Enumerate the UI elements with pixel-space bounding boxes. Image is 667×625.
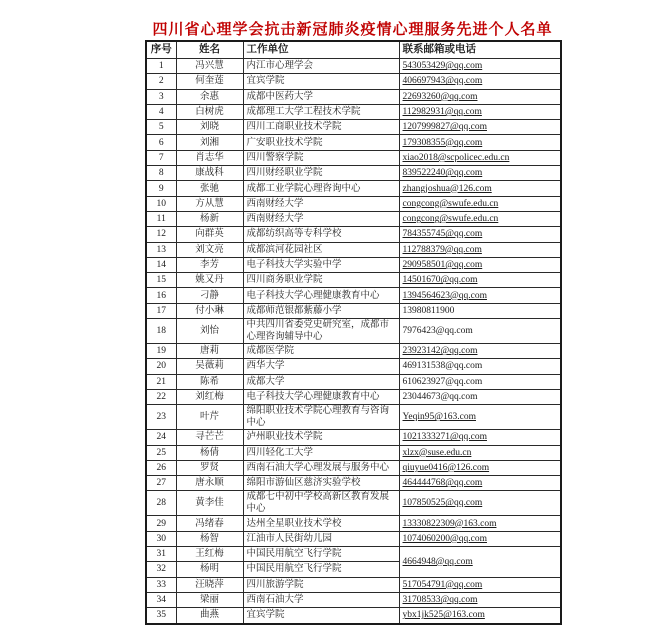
contact-link[interactable]: qiuyue0416@126.com	[402, 462, 490, 473]
unit-cell: 广安职业技术学院	[243, 135, 399, 150]
contact-cell[interactable]	[399, 59, 561, 74]
table-row	[146, 577, 561, 592]
contact-cell[interactable]	[399, 74, 561, 89]
name-cell: 杨倩	[176, 445, 243, 460]
contact-cell[interactable]	[399, 476, 561, 491]
unit-cell: 成都大学	[243, 374, 399, 389]
contact-link[interactable]: 179308355@qq.com	[402, 137, 483, 148]
name-cell: 向群英	[176, 227, 243, 242]
unit-cell: 电子科技大学实验中学	[243, 257, 399, 272]
contact-text: 13980811900	[402, 305, 455, 316]
table-row	[146, 257, 561, 272]
unit-cell: 绵阳市游仙区慈济实验学校	[243, 476, 399, 491]
contact-cell[interactable]	[399, 430, 561, 445]
row-number-cell: 35	[146, 608, 176, 624]
table-row	[146, 389, 561, 404]
contact-link[interactable]: xiao2018@scpolicec.edu.cn	[402, 152, 510, 163]
contact-link[interactable]: 23923142@qq.com	[402, 346, 478, 357]
contact-link[interactable]: 839522240@qq.com	[402, 168, 483, 179]
table-row	[146, 592, 561, 607]
table-row	[146, 89, 561, 104]
name-cell: 张驰	[176, 181, 243, 196]
contact-cell	[399, 389, 561, 404]
contact-link[interactable]: 4664948@qq.com	[402, 556, 473, 567]
unit-cell: 四川警察学院	[243, 150, 399, 165]
table-row	[146, 608, 561, 624]
unit-cell: 电子科技大学心理健康教育中心	[243, 389, 399, 404]
unit-cell: 江油市人民街幼儿园	[243, 531, 399, 546]
contact-cell[interactable]	[399, 531, 561, 546]
row-number-cell: 2	[146, 74, 176, 89]
table-row	[146, 344, 561, 359]
contact-link[interactable]: xlzx@suse.edu.cn	[402, 447, 472, 458]
unit-cell: 西南石油大学心理发展与服务中心	[243, 460, 399, 475]
contact-cell[interactable]	[399, 242, 561, 257]
table-row	[146, 181, 561, 196]
row-number-cell: 24	[146, 430, 176, 445]
unit-cell: 泸州职业技术学院	[243, 430, 399, 445]
name-cell: 刘晓	[176, 120, 243, 135]
contact-cell[interactable]	[399, 608, 561, 624]
table-row	[146, 359, 561, 374]
name-cell: 康战科	[176, 166, 243, 181]
table-row	[146, 430, 561, 445]
header-cell-unit: 工作单位	[243, 41, 399, 59]
contact-cell[interactable]	[399, 592, 561, 607]
contact-cell	[399, 359, 561, 374]
contact-cell[interactable]	[399, 516, 561, 531]
contact-link[interactable]: congcong@swufe.edu.cn	[402, 214, 499, 225]
contact-cell[interactable]	[399, 181, 561, 196]
document-title: 四川省心理学会抗击新冠肺炎疫情心理服务先进个人名单	[152, 22, 553, 38]
row-number-cell: 34	[146, 592, 176, 607]
contact-link[interactable]: 1021333271@qq.com	[402, 432, 487, 443]
contact-link[interactable]: 112788379@qq.com	[402, 244, 482, 255]
header-cell-contact: 联系邮箱或电话	[399, 41, 561, 59]
row-number-cell: 27	[146, 476, 176, 491]
row-number-cell: 29	[146, 516, 176, 531]
contact-link[interactable]: congcong@swufe.edu.cn	[402, 198, 499, 209]
unit-cell: 成都工业学院心理咨询中心	[243, 181, 399, 196]
name-cell: 刘湘	[176, 135, 243, 150]
unit-cell: 达州全星职业技术学校	[243, 516, 399, 531]
row-number-cell: 30	[146, 531, 176, 546]
row-number-cell: 11	[146, 211, 176, 226]
row-number-cell: 1	[146, 59, 176, 74]
table-row	[146, 445, 561, 460]
row-number-cell: 33	[146, 577, 176, 592]
name-cell: 方从慧	[176, 196, 243, 211]
unit-cell: 成都师范银都紫藤小学	[243, 303, 399, 318]
unit-cell: 成都中医药大学	[243, 89, 399, 104]
name-cell: 何奎莲	[176, 74, 243, 89]
row-number-cell: 32	[146, 562, 176, 577]
unit-cell: 四川财经职业学院	[243, 166, 399, 181]
name-cell: 叶芹	[176, 405, 243, 430]
name-cell: 付小琳	[176, 303, 243, 318]
unit-cell: 四川工商职业技术学院	[243, 120, 399, 135]
contact-link[interactable]: 543053429@qq.com	[402, 61, 483, 72]
header-cell-number: 序号	[146, 41, 176, 59]
name-cell: 寻芒芒	[176, 430, 243, 445]
row-number-cell: 28	[146, 491, 176, 516]
name-cell: 余惠	[176, 89, 243, 104]
table-row	[146, 516, 561, 531]
contact-text: 610623927@qq.com	[402, 376, 483, 387]
contact-text: 23044673@qq.com	[402, 392, 478, 403]
name-cell: 冯兴慧	[176, 59, 243, 74]
header-row	[146, 41, 561, 59]
unit-cell: 四川旅游学院	[243, 577, 399, 592]
table-row	[146, 196, 561, 211]
contact-cell[interactable]	[399, 577, 561, 592]
contact-cell[interactable]	[399, 89, 561, 104]
table-row	[146, 150, 561, 165]
contact-link[interactable]: 406697943@qq.com	[402, 76, 483, 87]
table-row	[146, 303, 561, 318]
table-row	[146, 74, 561, 89]
contact-link[interactable]: 1074060200@qq.com	[402, 533, 487, 544]
unit-cell: 西南财经大学	[243, 211, 399, 226]
name-cell: 冯绪春	[176, 516, 243, 531]
name-cell: 吴薇莉	[176, 359, 243, 374]
row-number-cell: 7	[146, 150, 176, 165]
roster-table-header	[146, 41, 561, 59]
row-number-cell: 12	[146, 227, 176, 242]
row-number-cell: 17	[146, 303, 176, 318]
table-row	[146, 120, 561, 135]
contact-link[interactable]: 22693260@qq.com	[402, 91, 478, 102]
table-row	[146, 227, 561, 242]
unit-cell: 成都七中初中学校高新区教育发展中心	[243, 491, 399, 516]
row-number-cell: 13	[146, 242, 176, 257]
contact-link[interactable]: 290958501@qq.com	[402, 260, 483, 270]
contact-link[interactable]: 1207999827@qq.com	[402, 122, 487, 133]
unit-cell: 内江市心理学会	[243, 59, 399, 74]
name-cell: 杨新	[176, 211, 243, 226]
row-number-cell: 8	[146, 166, 176, 181]
roster-table-body	[146, 59, 561, 624]
row-number-cell: 9	[146, 181, 176, 196]
contact-link[interactable]: 464444768@qq.com	[402, 478, 483, 489]
row-number-cell: 20	[146, 359, 176, 374]
contact-cell[interactable]	[399, 150, 561, 165]
row-number-cell: 10	[146, 196, 176, 211]
contact-cell	[399, 303, 561, 318]
row-number-cell: 6	[146, 135, 176, 150]
contact-cell	[399, 374, 561, 389]
contact-cell[interactable]	[399, 405, 561, 430]
name-cell: 刘怡	[176, 319, 243, 344]
row-number-cell: 5	[146, 120, 176, 135]
contact-cell[interactable]	[399, 273, 561, 288]
contact-text: 469131538@qq.com	[402, 361, 483, 372]
unit-cell: 中国民用航空飞行学院	[243, 547, 399, 562]
unit-cell: 电子科技大学心理健康教育中心	[243, 288, 399, 303]
unit-cell: 成都医学院	[243, 344, 399, 359]
name-cell: 白树虎	[176, 104, 243, 119]
name-cell: 唐莉	[176, 344, 243, 359]
table-row	[146, 491, 561, 516]
unit-cell: 成都纺织高等专科学校	[243, 227, 399, 242]
roster-table	[145, 40, 562, 625]
contact-cell[interactable]	[399, 445, 561, 460]
table-row	[146, 59, 561, 74]
unit-cell: 宜宾学院	[243, 608, 399, 624]
name-cell: 李芳	[176, 257, 243, 272]
table-row	[146, 405, 561, 430]
contact-link[interactable]: ybx1jk525@163.com	[402, 610, 485, 621]
name-cell: 王红梅	[176, 547, 243, 562]
name-cell: 杨明	[176, 562, 243, 577]
unit-cell: 中共四川省委党史研究室，成都市心理咨询辅导中心	[243, 319, 399, 344]
name-cell: 梁丽	[176, 592, 243, 607]
row-number-cell: 19	[146, 344, 176, 359]
table-row	[146, 166, 561, 181]
name-cell: 曲燕	[176, 608, 243, 624]
table-row	[146, 319, 561, 344]
contact-cell[interactable]	[399, 460, 561, 475]
name-cell: 罗贤	[176, 460, 243, 475]
table-row	[146, 460, 561, 475]
contact-link[interactable]: zhangjoshua@126.com	[402, 183, 492, 194]
row-number-cell: 18	[146, 319, 176, 344]
table-row	[146, 476, 561, 491]
unit-cell: 绵阳职业技术学院心理教育与咨询中心	[243, 405, 399, 430]
name-cell: 唐永顺	[176, 476, 243, 491]
unit-cell: 西南财经大学	[243, 196, 399, 211]
row-number-cell: 25	[146, 445, 176, 460]
contact-cell[interactable]	[399, 344, 561, 359]
table-row	[146, 104, 561, 119]
table-row	[146, 273, 561, 288]
name-cell: 黄李佳	[176, 491, 243, 516]
name-cell: 肖志华	[176, 150, 243, 165]
table-row	[146, 531, 561, 546]
table-row	[146, 135, 561, 150]
contact-link[interactable]: Yeqin95@163.com	[402, 412, 476, 423]
unit-cell: 四川轻化工大学	[243, 445, 399, 460]
name-cell: 杨智	[176, 531, 243, 546]
name-cell: 陈希	[176, 374, 243, 389]
row-number-cell: 4	[146, 104, 176, 119]
row-number-cell: 23	[146, 405, 176, 430]
unit-cell: 西南石油大学	[243, 592, 399, 607]
contact-text: 7976423@qq.com	[402, 326, 473, 337]
table-row	[146, 547, 561, 562]
row-number-cell: 26	[146, 460, 176, 475]
table-row	[146, 288, 561, 303]
row-number-cell: 31	[146, 547, 176, 562]
row-number-cell: 21	[146, 374, 176, 389]
contact-cell[interactable]	[399, 196, 561, 211]
contact-cell[interactable]	[399, 166, 561, 181]
contact-link[interactable]: 107850525@qq.com	[402, 498, 483, 509]
name-cell: 姚又丹	[176, 273, 243, 288]
row-number-cell: 14	[146, 257, 176, 272]
contact-link[interactable]: 112982931@qq.com	[402, 107, 482, 118]
row-number-cell: 22	[146, 389, 176, 404]
name-cell: 汪晓萍	[176, 577, 243, 592]
row-number-cell: 16	[146, 288, 176, 303]
name-cell: 刘文亮	[176, 242, 243, 257]
contact-cell[interactable]	[399, 227, 561, 242]
table-row	[146, 374, 561, 389]
contact-link[interactable]: 14501670@qq.com	[402, 275, 478, 286]
contact-link[interactable]: 784355745@qq.com	[402, 229, 483, 240]
table-row	[146, 242, 561, 257]
unit-cell: 中国民用航空飞行学院	[243, 562, 399, 577]
contact-cell[interactable]	[399, 547, 561, 578]
contact-link[interactable]: 1394564623@qq.com	[402, 290, 487, 301]
unit-cell: 成都滨河花园社区	[243, 242, 399, 257]
contact-cell[interactable]	[399, 288, 561, 303]
unit-cell: 宜宾学院	[243, 74, 399, 89]
contact-cell[interactable]	[399, 104, 561, 119]
name-cell: 刁静	[176, 288, 243, 303]
row-number-cell: 3	[146, 89, 176, 104]
contact-link[interactable]: 13330822309@163.com	[402, 518, 497, 529]
contact-link[interactable]: 31708533@qq.com	[402, 595, 478, 606]
contact-link[interactable]: 517054791@qq.com	[402, 579, 483, 590]
header-cell-name: 姓名	[176, 41, 243, 59]
contact-cell[interactable]	[399, 491, 561, 516]
unit-cell: 西华大学	[243, 359, 399, 374]
unit-cell: 成都理工大学工程技术学院	[243, 104, 399, 119]
table-row	[146, 211, 561, 226]
contact-cell[interactable]	[399, 135, 561, 150]
contact-cell[interactable]	[399, 211, 561, 226]
row-number-cell: 15	[146, 273, 176, 288]
contact-cell[interactable]	[399, 120, 561, 135]
contact-cell[interactable]	[399, 257, 561, 272]
name-cell: 刘红梅	[176, 389, 243, 404]
contact-cell	[399, 319, 561, 344]
unit-cell: 四川商务职业学院	[243, 273, 399, 288]
